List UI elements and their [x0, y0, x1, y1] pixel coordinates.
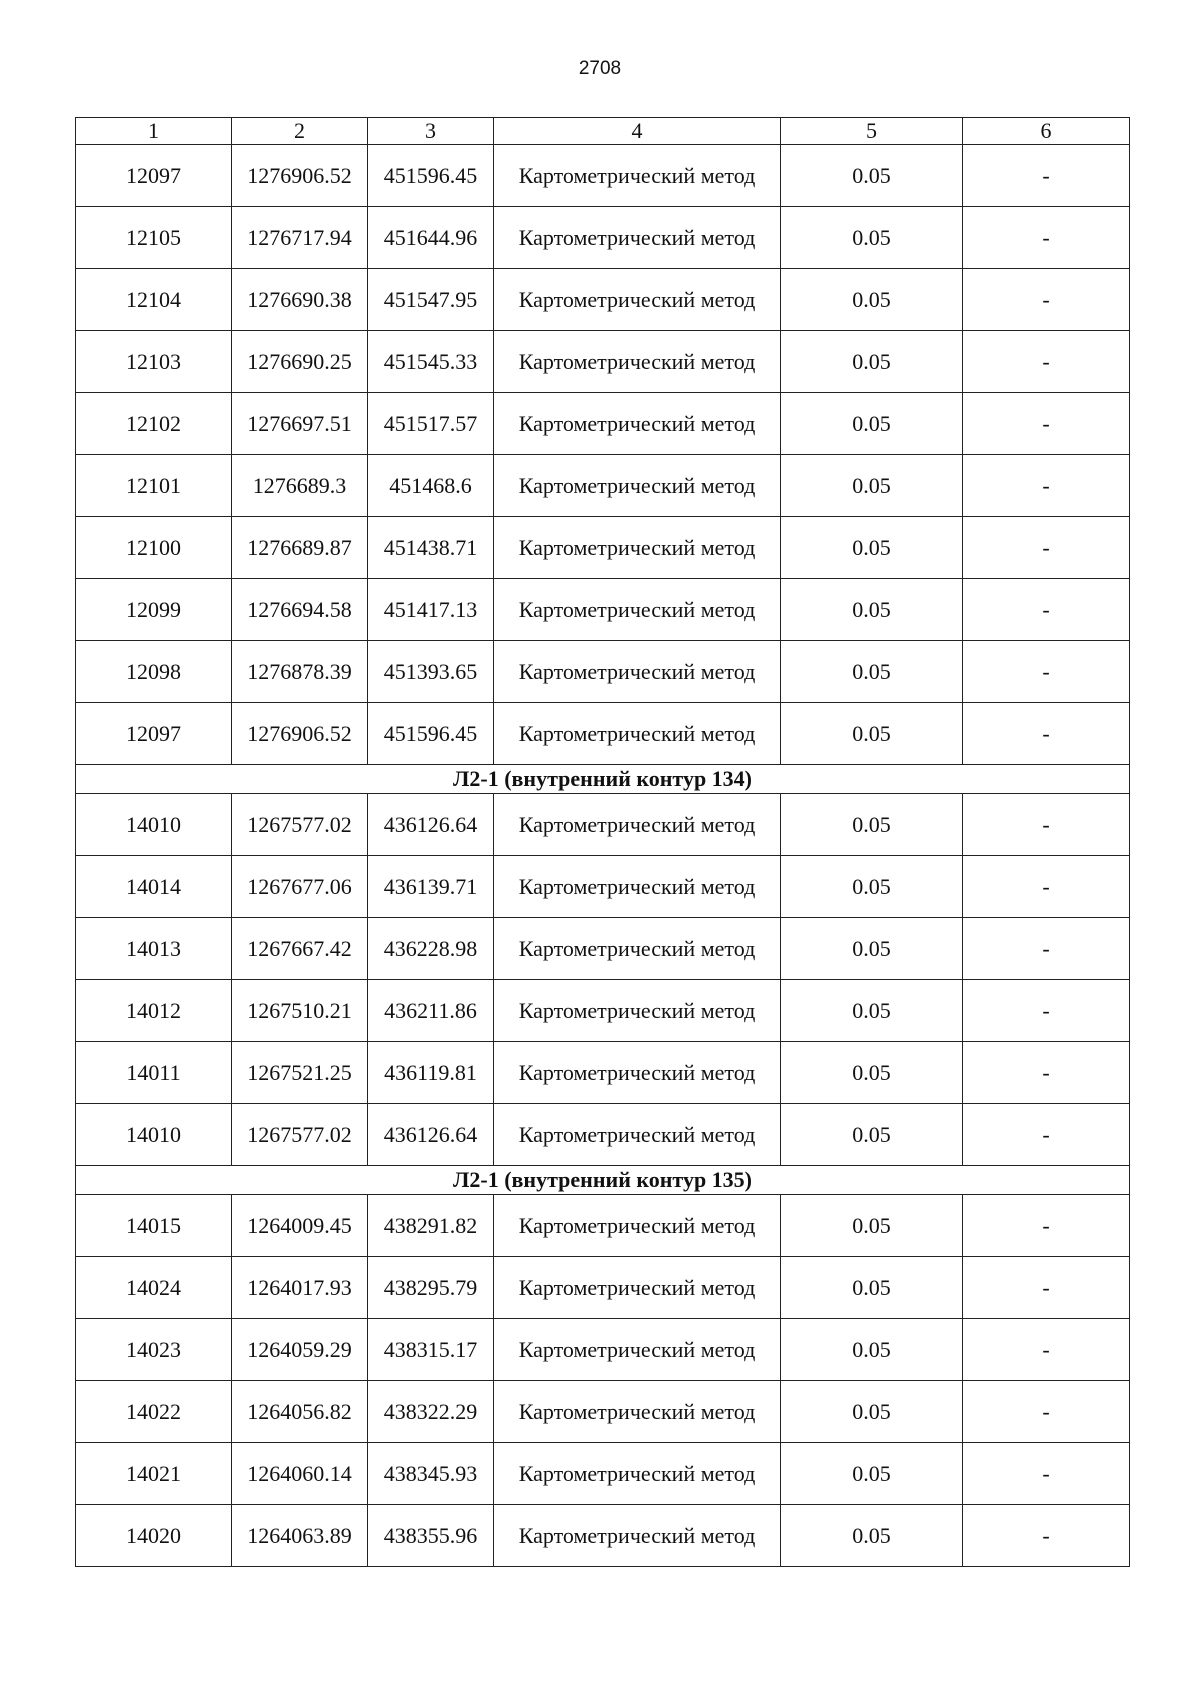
table-cell: 436211.86 [368, 980, 494, 1042]
table-cell: 438315.17 [368, 1319, 494, 1381]
table-cell: 0.05 [781, 1381, 963, 1443]
table-cell: 14013 [76, 918, 232, 980]
table-cell: Картометрический метод [494, 794, 781, 856]
table-cell: 12103 [76, 331, 232, 393]
section-title: Л2-1 (внутренний контур 135) [76, 1166, 1130, 1195]
table-cell: Картометрический метод [494, 331, 781, 393]
table-cell: 1267577.02 [232, 1104, 368, 1166]
table-cell: 451547.95 [368, 269, 494, 331]
table-cell: 14015 [76, 1195, 232, 1257]
table-cell: 1276906.52 [232, 145, 368, 207]
table-cell: 451438.71 [368, 517, 494, 579]
table-cell: 0.05 [781, 207, 963, 269]
table-cell: - [963, 918, 1130, 980]
table-cell: Картометрический метод [494, 1505, 781, 1567]
table-cell: 451545.33 [368, 331, 494, 393]
table-cell: 0.05 [781, 794, 963, 856]
table-cell: 1264063.89 [232, 1505, 368, 1567]
table-cell: 14023 [76, 1319, 232, 1381]
table-cell: 0.05 [781, 1319, 963, 1381]
table-cell: Картометрический метод [494, 579, 781, 641]
table-row [76, 794, 1130, 856]
table-cell: - [963, 517, 1130, 579]
table-cell: 0.05 [781, 269, 963, 331]
table-cell: - [963, 393, 1130, 455]
table-row [76, 1104, 1130, 1166]
table-cell: 1267510.21 [232, 980, 368, 1042]
table-cell: - [963, 579, 1130, 641]
table-cell: 0.05 [781, 145, 963, 207]
table-cell: 436126.64 [368, 794, 494, 856]
table-cell: 0.05 [781, 517, 963, 579]
table-cell: - [963, 207, 1130, 269]
table-cell: 0.05 [781, 856, 963, 918]
table-cell: 14011 [76, 1042, 232, 1104]
table-row [76, 269, 1130, 331]
table-row [76, 980, 1130, 1042]
table-cell: 12105 [76, 207, 232, 269]
table-cell: - [963, 641, 1130, 703]
table-cell: 14012 [76, 980, 232, 1042]
table-cell: 1267667.42 [232, 918, 368, 980]
table-cell: 12099 [76, 579, 232, 641]
column-header: 4 [494, 118, 781, 145]
table-cell: Картометрический метод [494, 918, 781, 980]
column-header: 5 [781, 118, 963, 145]
table-row [76, 1257, 1130, 1319]
table-row [76, 1319, 1130, 1381]
table-row [76, 393, 1130, 455]
table-cell: 451596.45 [368, 703, 494, 765]
table-cell: 1267521.25 [232, 1042, 368, 1104]
section-header-row [76, 1166, 1130, 1195]
table-cell: 12097 [76, 703, 232, 765]
table-cell: 12097 [76, 145, 232, 207]
table-cell: 1264009.45 [232, 1195, 368, 1257]
table-cell: - [963, 1257, 1130, 1319]
table-cell: 436228.98 [368, 918, 494, 980]
table-cell: 451393.65 [368, 641, 494, 703]
table-cell: 0.05 [781, 980, 963, 1042]
table-cell: 451468.6 [368, 455, 494, 517]
page-number: 2708 [578, 58, 622, 79]
table-cell: - [963, 794, 1130, 856]
table-cell: 0.05 [781, 331, 963, 393]
table-cell: Картометрический метод [494, 517, 781, 579]
coordinates-table [75, 117, 1130, 1567]
column-header: 6 [963, 118, 1130, 145]
table-cell: - [963, 331, 1130, 393]
table-cell: 14010 [76, 794, 232, 856]
table-cell: 1267677.06 [232, 856, 368, 918]
table-cell: 14010 [76, 1104, 232, 1166]
table-cell: 0.05 [781, 1505, 963, 1567]
table-cell: 14020 [76, 1505, 232, 1567]
table-cell: 1264059.29 [232, 1319, 368, 1381]
table-cell: - [963, 1443, 1130, 1505]
table-cell: 0.05 [781, 918, 963, 980]
table-cell: 1276689.3 [232, 455, 368, 517]
section-header-row [76, 765, 1130, 794]
table-cell: 12100 [76, 517, 232, 579]
table-row [76, 1443, 1130, 1505]
table-cell: - [963, 856, 1130, 918]
table-cell: 436119.81 [368, 1042, 494, 1104]
table-cell: - [963, 1195, 1130, 1257]
table-cell: 0.05 [781, 641, 963, 703]
table-cell: Картометрический метод [494, 1443, 781, 1505]
table-cell: 1276878.39 [232, 641, 368, 703]
table-cell: 12098 [76, 641, 232, 703]
table-cell: Картометрический метод [494, 856, 781, 918]
table-cell: 1276717.94 [232, 207, 368, 269]
table-cell: 12101 [76, 455, 232, 517]
table-cell: 438291.82 [368, 1195, 494, 1257]
table-cell: 14024 [76, 1257, 232, 1319]
table-header-row [76, 118, 1130, 145]
table-row [76, 1042, 1130, 1104]
table-cell: Картометрический метод [494, 393, 781, 455]
table-cell: 0.05 [781, 1257, 963, 1319]
table-cell: 12104 [76, 269, 232, 331]
table-cell: 436139.71 [368, 856, 494, 918]
table-cell: 438295.79 [368, 1257, 494, 1319]
table-cell: - [963, 980, 1130, 1042]
table-cell: 14014 [76, 856, 232, 918]
table-cell: - [963, 1104, 1130, 1166]
table-cell: 1276697.51 [232, 393, 368, 455]
table-cell: 0.05 [781, 1042, 963, 1104]
table-cell: 1276906.52 [232, 703, 368, 765]
section-title: Л2-1 (внутренний контур 134) [76, 765, 1130, 794]
table-cell: - [963, 145, 1130, 207]
table-cell: - [963, 1042, 1130, 1104]
table-cell: Картометрический метод [494, 269, 781, 331]
table-cell: Картометрический метод [494, 1381, 781, 1443]
table-row [76, 856, 1130, 918]
table-cell: - [963, 1381, 1130, 1443]
table-cell: 0.05 [781, 1443, 963, 1505]
table-cell: - [963, 703, 1130, 765]
table-cell: 451517.57 [368, 393, 494, 455]
table-cell: 438345.93 [368, 1443, 494, 1505]
table-cell: 438322.29 [368, 1381, 494, 1443]
table-cell: - [963, 269, 1130, 331]
table-cell: Картометрический метод [494, 145, 781, 207]
table-cell: 451644.96 [368, 207, 494, 269]
table-cell: 1276689.87 [232, 517, 368, 579]
table-cell: 1264017.93 [232, 1257, 368, 1319]
table-row [76, 517, 1130, 579]
table-cell: - [963, 455, 1130, 517]
table-cell: Картометрический метод [494, 980, 781, 1042]
table-cell: Картометрический метод [494, 1042, 781, 1104]
table-row [76, 579, 1130, 641]
table-cell: Картометрический метод [494, 1257, 781, 1319]
table-row [76, 207, 1130, 269]
table-cell: 1264060.14 [232, 1443, 368, 1505]
table-cell: Картометрический метод [494, 703, 781, 765]
table-cell: Картометрический метод [494, 1319, 781, 1381]
table-row [76, 1505, 1130, 1567]
table-row [76, 641, 1130, 703]
table-cell: 451596.45 [368, 145, 494, 207]
table-row [76, 1381, 1130, 1443]
column-header: 1 [76, 118, 232, 145]
table-row [76, 918, 1130, 980]
table-cell: 451417.13 [368, 579, 494, 641]
table-cell: 1267577.02 [232, 794, 368, 856]
table-cell: 1276694.58 [232, 579, 368, 641]
table-cell: 438355.96 [368, 1505, 494, 1567]
table-cell: 1264056.82 [232, 1381, 368, 1443]
table-row [76, 455, 1130, 517]
table-cell: Картометрический метод [494, 455, 781, 517]
column-header: 2 [232, 118, 368, 145]
table-cell: Картометрический метод [494, 207, 781, 269]
table-cell: Картометрический метод [494, 641, 781, 703]
table-cell: Картометрический метод [494, 1104, 781, 1166]
table-cell: 0.05 [781, 455, 963, 517]
table-cell: 0.05 [781, 703, 963, 765]
table-row [76, 145, 1130, 207]
table-cell: 1276690.25 [232, 331, 368, 393]
table-cell: 0.05 [781, 579, 963, 641]
table-cell: 0.05 [781, 1195, 963, 1257]
table-cell: 14022 [76, 1381, 232, 1443]
table-cell: 0.05 [781, 1104, 963, 1166]
table-cell: 436126.64 [368, 1104, 494, 1166]
column-header: 3 [368, 118, 494, 145]
table-cell: - [963, 1319, 1130, 1381]
table-cell: 1276690.38 [232, 269, 368, 331]
table-cell: 14021 [76, 1443, 232, 1505]
table-row [76, 703, 1130, 765]
table-cell: 0.05 [781, 393, 963, 455]
table-row [76, 1195, 1130, 1257]
table-cell: Картометрический метод [494, 1195, 781, 1257]
table-cell: - [963, 1505, 1130, 1567]
table-cell: 12102 [76, 393, 232, 455]
table-row [76, 331, 1130, 393]
